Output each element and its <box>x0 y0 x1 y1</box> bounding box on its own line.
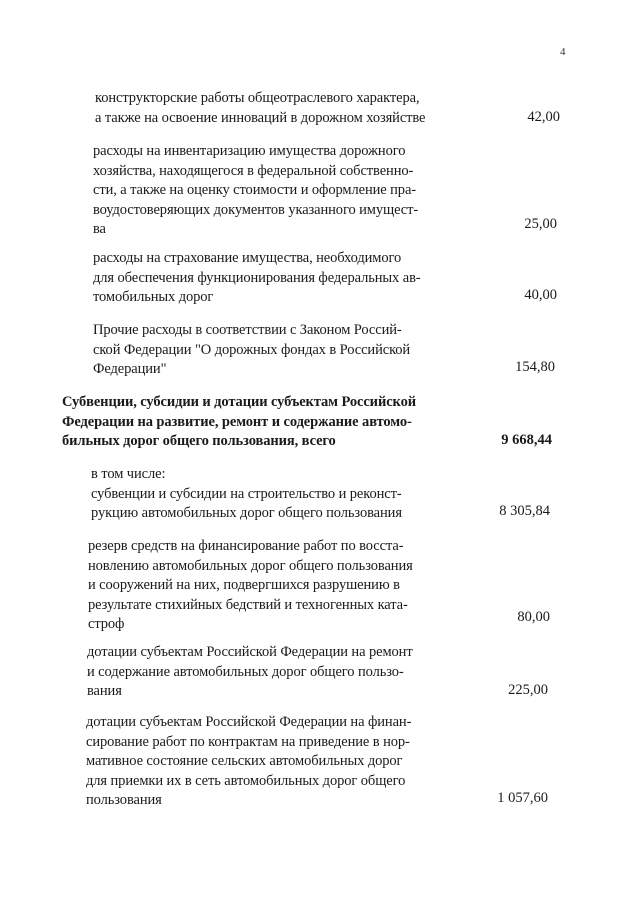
entry-line: мативное состояние сельских автомобильных дорог <box>86 753 403 769</box>
entry-line: Федерации на развитие, ремонт и содержание автомо- <box>62 413 412 430</box>
entry-line: рукцию автомобильных дорог общего пользования <box>91 505 402 521</box>
entry-description <box>93 142 418 240</box>
entry-line: сти, а также на оценку стоимости и оформление пра- <box>93 182 417 198</box>
entry-amount: 25,00 <box>524 216 557 232</box>
entry-line: вания <box>87 683 122 699</box>
entry-description <box>62 393 416 452</box>
entry-description <box>86 713 411 811</box>
entry-line: и сооружений на них, подвергшихся разрушению в <box>88 577 400 593</box>
entry-amount: 1 057,60 <box>497 790 548 806</box>
entry-line: воудостоверяющих документов указанного имущест- <box>93 201 419 218</box>
entry-amount: 42,00 <box>527 109 560 125</box>
entry-line: пользования <box>86 792 162 808</box>
entry-line: дотации субъектам Российской Федерации на финан- <box>86 714 412 730</box>
entry-line: бильных дорог общего пользования, всего <box>62 433 336 449</box>
entry-line: Субвенции, субсидии и дотации субъектам Российской <box>62 394 416 410</box>
entry-line: резерв средств на финансирование работ по восста- <box>88 538 404 554</box>
entry-line: конструкторские работы общеотраслевого характера, <box>95 90 420 106</box>
page-number: 4 <box>560 46 566 58</box>
entry-line: хозяйства, находящегося в федеральной собственно- <box>93 162 414 179</box>
entry-line: дотации субъектам Российской Федерации на ремонт <box>87 644 413 660</box>
entry-line: ской Федерации "О дорожных фондах в Российской <box>93 341 411 358</box>
entry-line: строф <box>88 616 125 632</box>
entry-line: а также на освоение инноваций в дорожном хозяйстве <box>95 109 426 126</box>
entry-line: Прочие расходы в соответствии с Законом Россий- <box>93 322 402 338</box>
entry-line: сирование работ по контрактам на приведение в нор- <box>86 733 410 750</box>
entry-amount: 9 668,44 <box>501 432 552 448</box>
entry-description <box>93 321 410 380</box>
entry-amount: 225,00 <box>508 682 548 698</box>
entry-line: результате стихийных бедствий и техногенных ката- <box>88 596 408 613</box>
entry-description <box>95 89 425 128</box>
entry-line: расходы на страхование имущества, необходимого <box>93 250 402 266</box>
entry-amount: 8 305,84 <box>499 503 550 519</box>
entry-description <box>91 465 402 524</box>
entry-line: для приемки их в сеть автомобильных дорог общего <box>86 772 406 789</box>
entry-amount: 40,00 <box>524 287 557 303</box>
entry-line: субвенции и субсидии на строительство и реконст- <box>91 485 402 502</box>
entry-line: в том числе: <box>91 466 166 482</box>
entry-amount: 80,00 <box>517 609 550 625</box>
entry-line: Федерации" <box>93 361 167 377</box>
entry-line: ва <box>93 221 106 237</box>
entry-line: расходы на инвентаризацию имущества дорожного <box>93 143 406 159</box>
entry-description <box>88 537 413 635</box>
entry-line: новлению автомобильных дорог общего пользования <box>88 557 413 574</box>
entry-description <box>87 643 413 702</box>
entry-line: томобильных дорог <box>93 289 214 305</box>
entry-line: и содержание автомобильных дорог общего пользо- <box>87 663 404 680</box>
entry-amount: 154,80 <box>515 359 555 375</box>
entry-description <box>93 249 421 308</box>
entry-line: для обеспечения функционирования федеральных ав- <box>93 269 421 286</box>
